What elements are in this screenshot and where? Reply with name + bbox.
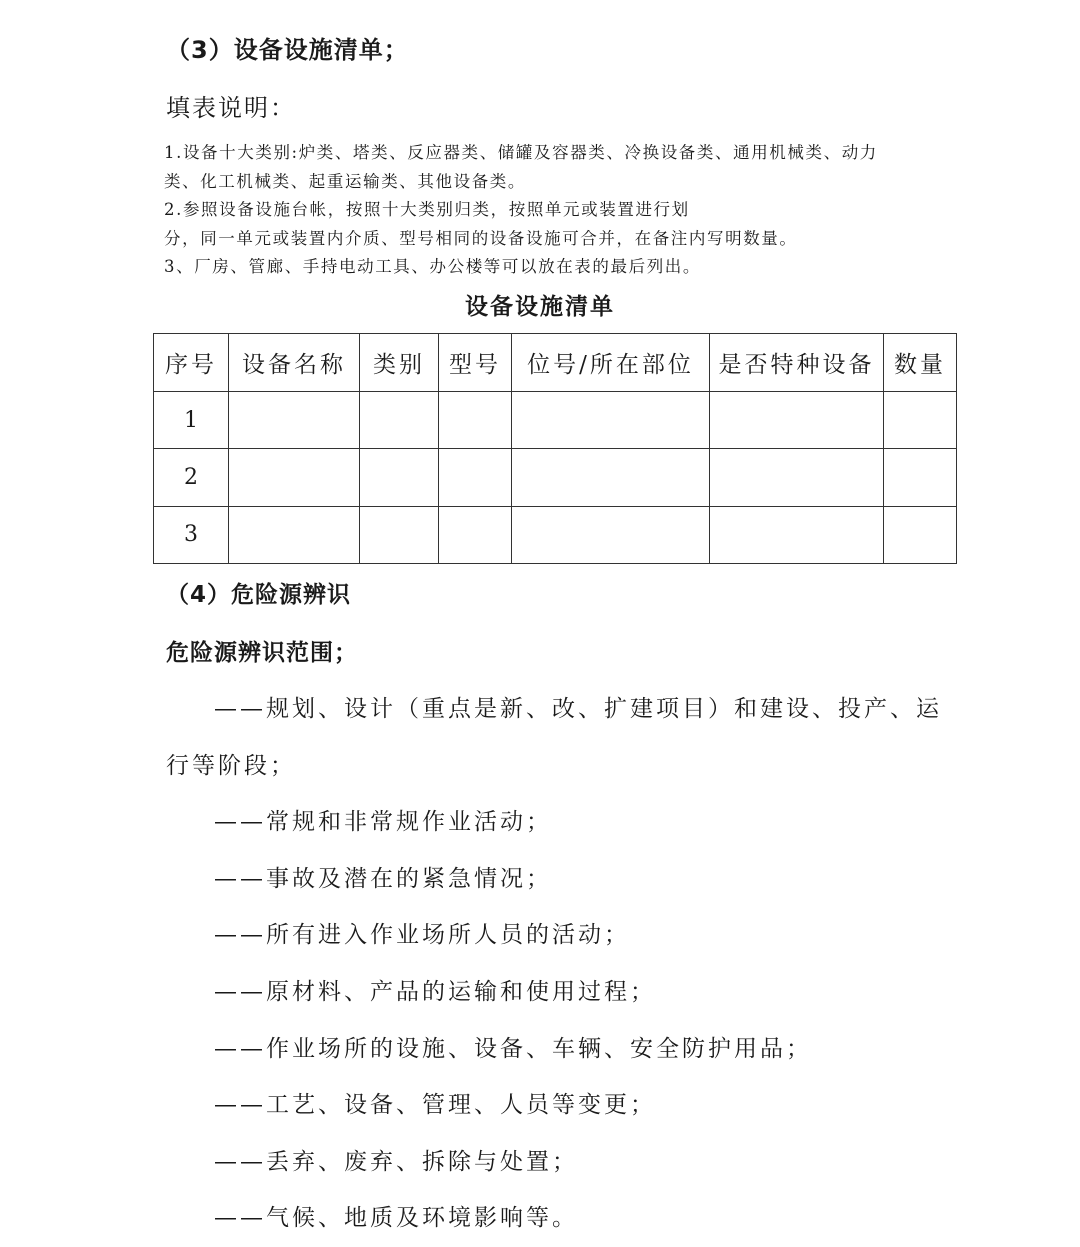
table-cell xyxy=(439,506,512,563)
scope-item: ——常规和非常规作业活动； xyxy=(214,809,552,835)
table-cell xyxy=(512,449,710,506)
fill-instructions-title: 填表说明： xyxy=(166,94,296,122)
table-cell: 2 xyxy=(154,449,229,506)
scope-item: ——工艺、设备、管理、人员等变更； xyxy=(214,1092,656,1118)
scope-item: ——事故及潜在的紧急情况； xyxy=(214,866,552,892)
table-row xyxy=(154,506,957,563)
instruction-line: 1.设备十大类别:炉类、塔类、反应器类、储罐及容器类、冷换设备类、通用机械类、动力 xyxy=(164,143,878,162)
table-row xyxy=(154,392,957,449)
table-cell xyxy=(884,392,957,449)
table-cell xyxy=(884,449,957,506)
header-model: 型号 xyxy=(439,334,512,392)
table-cell xyxy=(710,392,884,449)
equipment-table xyxy=(153,333,957,564)
table-cell xyxy=(360,506,439,563)
header-serial-number: 序号 xyxy=(154,334,229,392)
scope-item: ——原材料、产品的运输和使用过程； xyxy=(214,979,656,1005)
table-cell xyxy=(710,506,884,563)
section-3-heading: （3）设备设施清单； xyxy=(166,36,409,64)
table-cell xyxy=(439,449,512,506)
table-cell xyxy=(512,506,710,563)
scope-item: ——规划、设计（重点是新、改、扩建项目）和建设、投产、运 xyxy=(214,696,942,722)
header-quantity: 数量 xyxy=(884,334,957,392)
table-cell xyxy=(229,392,360,449)
table-cell xyxy=(360,392,439,449)
table-title: 设备设施清单 xyxy=(465,294,615,320)
instruction-line: 分，同一单元或装置内介质、型号相同的设备设施可合并，在备注内写明数量。 xyxy=(164,229,798,248)
instruction-line: 2.参照设备设施台帐，按照十大类别归类，按照单元或装置进行划 xyxy=(164,200,690,219)
table-row xyxy=(154,449,957,506)
table-header-row xyxy=(154,334,957,392)
scope-item: ——丢弃、废弃、拆除与处置； xyxy=(214,1149,578,1175)
instruction-line: 类、化工机械类、起重运输类、其他设备类。 xyxy=(164,172,526,191)
scope-title: 危险源辨识范围； xyxy=(166,640,358,666)
table-cell: 3 xyxy=(154,506,229,563)
table-cell xyxy=(229,449,360,506)
scope-item-continuation: 行等阶段； xyxy=(166,753,296,779)
table-cell xyxy=(439,392,512,449)
header-category: 类别 xyxy=(360,334,439,392)
instruction-line: 3、厂房、管廊、手持电动工具、办公楼等可以放在表的最后列出。 xyxy=(164,257,701,276)
header-special-equipment: 是否特种设备 xyxy=(710,334,884,392)
header-tag-location: 位号/所在部位 xyxy=(512,334,710,392)
section-4-heading: （4）危险源辨识 xyxy=(166,582,352,608)
table-cell: 1 xyxy=(154,392,229,449)
table-cell xyxy=(360,449,439,506)
table-cell xyxy=(710,449,884,506)
scope-item: ——所有进入作业场所人员的活动； xyxy=(214,922,630,948)
table-cell xyxy=(229,506,360,563)
scope-item: ——气候、地质及环境影响等。 xyxy=(214,1205,578,1231)
scope-item: ——作业场所的设施、设备、车辆、安全防护用品； xyxy=(214,1036,812,1062)
table-cell xyxy=(884,506,957,563)
header-equipment-name: 设备名称 xyxy=(229,334,360,392)
table-cell xyxy=(512,392,710,449)
